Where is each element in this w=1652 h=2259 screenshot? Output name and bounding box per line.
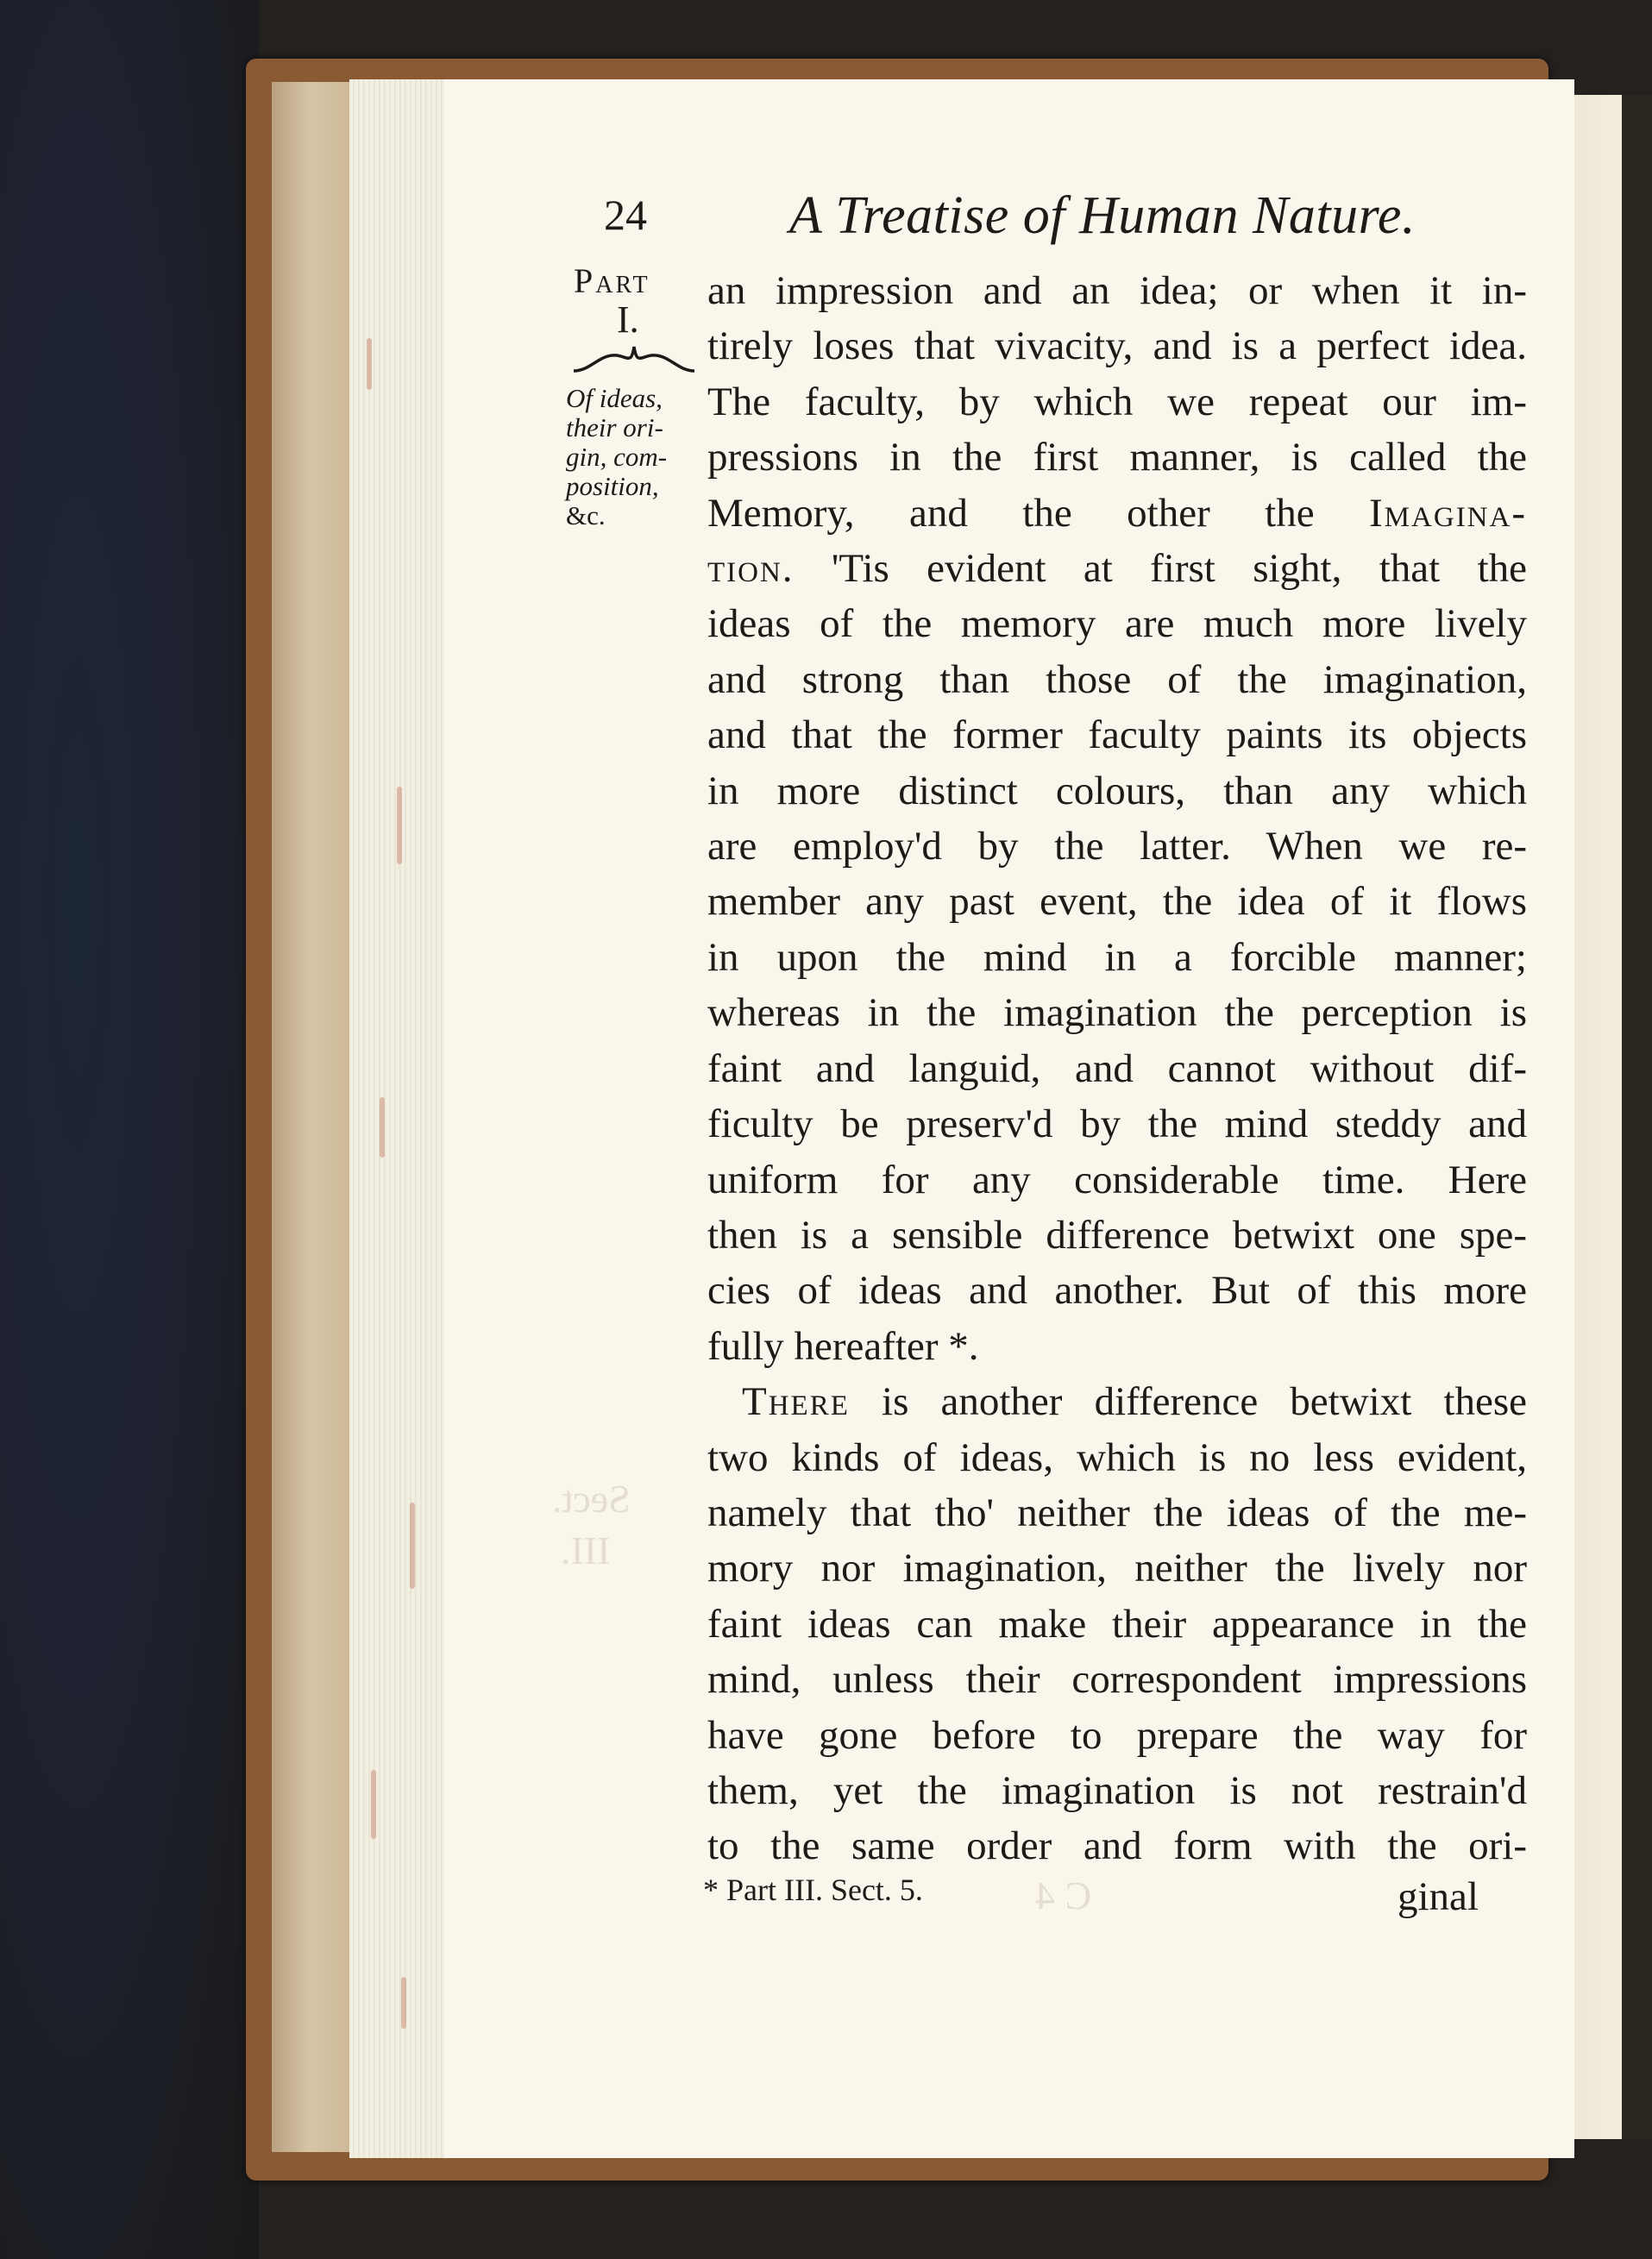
running-title: A Treatise of Human Nature. [789, 186, 1416, 245]
margin-note-line: their ori- [566, 412, 663, 442]
text-line: fully hereafter *. [707, 1323, 979, 1369]
facing-page-shadow [1622, 95, 1652, 2139]
text-line: pressions in the first manner, is called the [707, 435, 1527, 480]
text-line: and strong than those of the imagination, [707, 656, 1527, 702]
text-line: uniform for any considerable time. Here [707, 1157, 1527, 1202]
margin-part-number: I. [617, 298, 639, 341]
text-line: in upon the mind in a forcible manner; [707, 934, 1527, 980]
margin-note-line: Of ideas, [566, 383, 663, 413]
text-line: then is a sensible difference betwixt one spe- [707, 1212, 1527, 1258]
text-line: have gone before to prepare the way for [707, 1712, 1527, 1758]
catchword: ginal [1398, 1874, 1479, 1919]
margin-part-label: Part [574, 261, 650, 300]
text-line: are employ'd by the latter. When we re- [707, 824, 1527, 869]
footnote: * Part III. Sect. 5. [703, 1873, 923, 1907]
text-line: tirely loses that vivacity, and is a perfect idea. [707, 323, 1527, 369]
page-edges [349, 79, 449, 2158]
text-line: tion. 'Tis evident at first sight, that the [707, 546, 1527, 592]
text-line: them, yet the imagination is not restrain'd [707, 1767, 1527, 1813]
text-line: an impression and an idea; or when it in- [707, 268, 1527, 313]
text-line: member any past event, the idea of it flows [707, 879, 1527, 925]
endpaper [272, 82, 354, 2152]
text-line: faint ideas can make their appearance in the [707, 1601, 1527, 1647]
page-number: 24 [604, 191, 647, 239]
text-line: There is another difference betwixt these [742, 1379, 1527, 1425]
text-line: The faculty, by which we repeat our im- [707, 379, 1527, 424]
text-line: in more distinct colours, than any which [707, 768, 1527, 813]
margin-note [566, 384, 695, 530]
text-line: namely that tho' neither the ideas of the me- [707, 1490, 1527, 1535]
show-through-sect: Sect. [552, 1477, 631, 1521]
show-through-signature: C 4 [1035, 1873, 1092, 1917]
text-line: cies of ideas and another. But of this more [707, 1268, 1527, 1314]
text-line: to the same order and form with the ori- [707, 1823, 1527, 1869]
text-line: ideas of the memory are much more lively [707, 601, 1527, 647]
text-line: faint and languid, and cannot without dif- [707, 1045, 1527, 1091]
text-line: mory nor imagination, neither the lively nor [707, 1546, 1527, 1591]
show-through-num: III. [561, 1528, 611, 1572]
text-line: ficulty be preserv'd by the mind steddy and [707, 1101, 1527, 1147]
margin-note-line: &c. [566, 500, 606, 530]
background-dark [0, 0, 259, 2259]
text-line: Memory, and the other the Imagina- [707, 490, 1527, 536]
text-line: two kinds of ideas, which is no less evident, [707, 1434, 1527, 1480]
body-text [707, 263, 1527, 1874]
text-line: and that the former faculty paints its objects [707, 712, 1527, 758]
margin-note-line: gin, com- [566, 442, 668, 472]
brace-icon [569, 336, 699, 380]
text-line: whereas in the imagination the perception is [707, 990, 1527, 1036]
text-line: mind, unless their correspondent impressions [707, 1657, 1527, 1703]
margin-note-line: position, [566, 471, 659, 501]
